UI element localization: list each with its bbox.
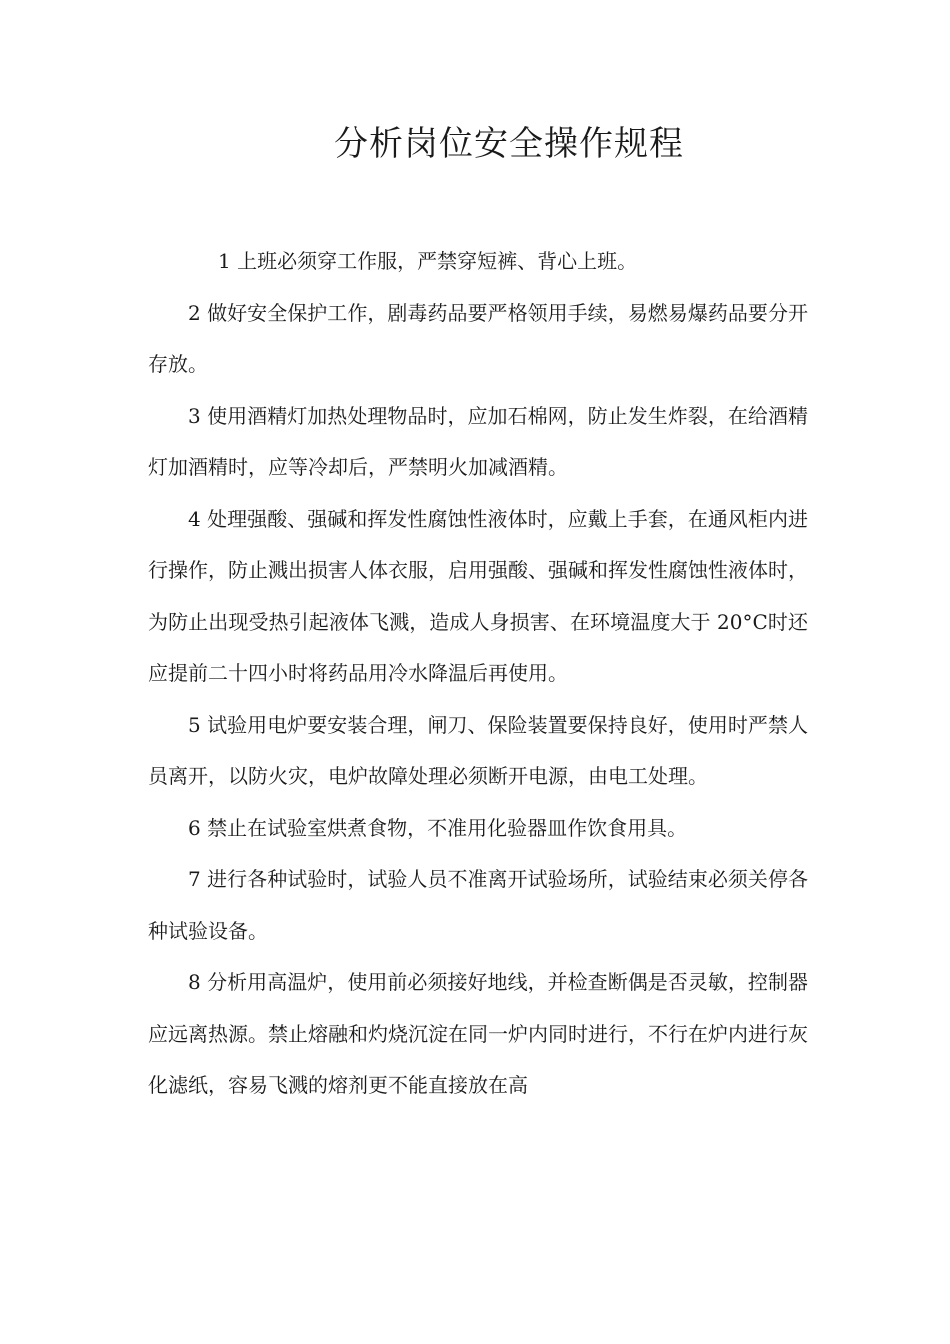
paragraph-5: 5 试验用电炉要安装合理，闸刀、保险装置要保持良好，使用时严禁人员离开，以防火灾，电炉故障处理必须断开电源，由电工处理。 (148, 712, 808, 788)
paragraph-7: 7 进行各种试验时，试验人员不准离开试验场所，试验结束必须关停各种试验设备。 (148, 867, 808, 943)
paragraph-2: 2 做好安全保护工作，剧毒药品要严格领用手续，易燃易爆药品要分开存放。 (148, 300, 808, 376)
paragraph-6: 6 禁止在试验室烘煮食物，不准用化验器皿作饮食用具。 (188, 815, 688, 840)
paragraph-1: 1 上班必须穿工作服，严禁穿短裤、背心上班。 (218, 249, 638, 273)
document-body (148, 236, 808, 1112)
paragraph-8: 8 分析用高温炉，使用前必须接好地线，并检查断偶是否灵敏，控制器应远离热源。禁止熔融和灼烧沉淀在同一炉内同时进行，不行在炉内进行灰化滤纸，容易飞溅的熔剂更不能直接放在高 (148, 970, 808, 1097)
paragraph-3: 3 使用酒精灯加热处理物品时，应加石棉网，防止发生炸裂，在给酒精灯加酒精时，应等冷却后，严禁明火加减酒精。 (148, 403, 808, 479)
paragraph-4: 4 处理强酸、强碱和挥发性腐蚀性液体时，应戴上手套，在通风柜内进行操作，防止溅出损害人体衣服，启用强酸、强碱和挥发性腐蚀性液体时，为防止出现受热引起液体飞溅，造成人身损害、在环境温度大于 20°C时还应提前二十四小时将药品用冷水降温后再使用。 (148, 506, 808, 685)
document-title: 分析岗位安全操作规程 (334, 124, 684, 164)
